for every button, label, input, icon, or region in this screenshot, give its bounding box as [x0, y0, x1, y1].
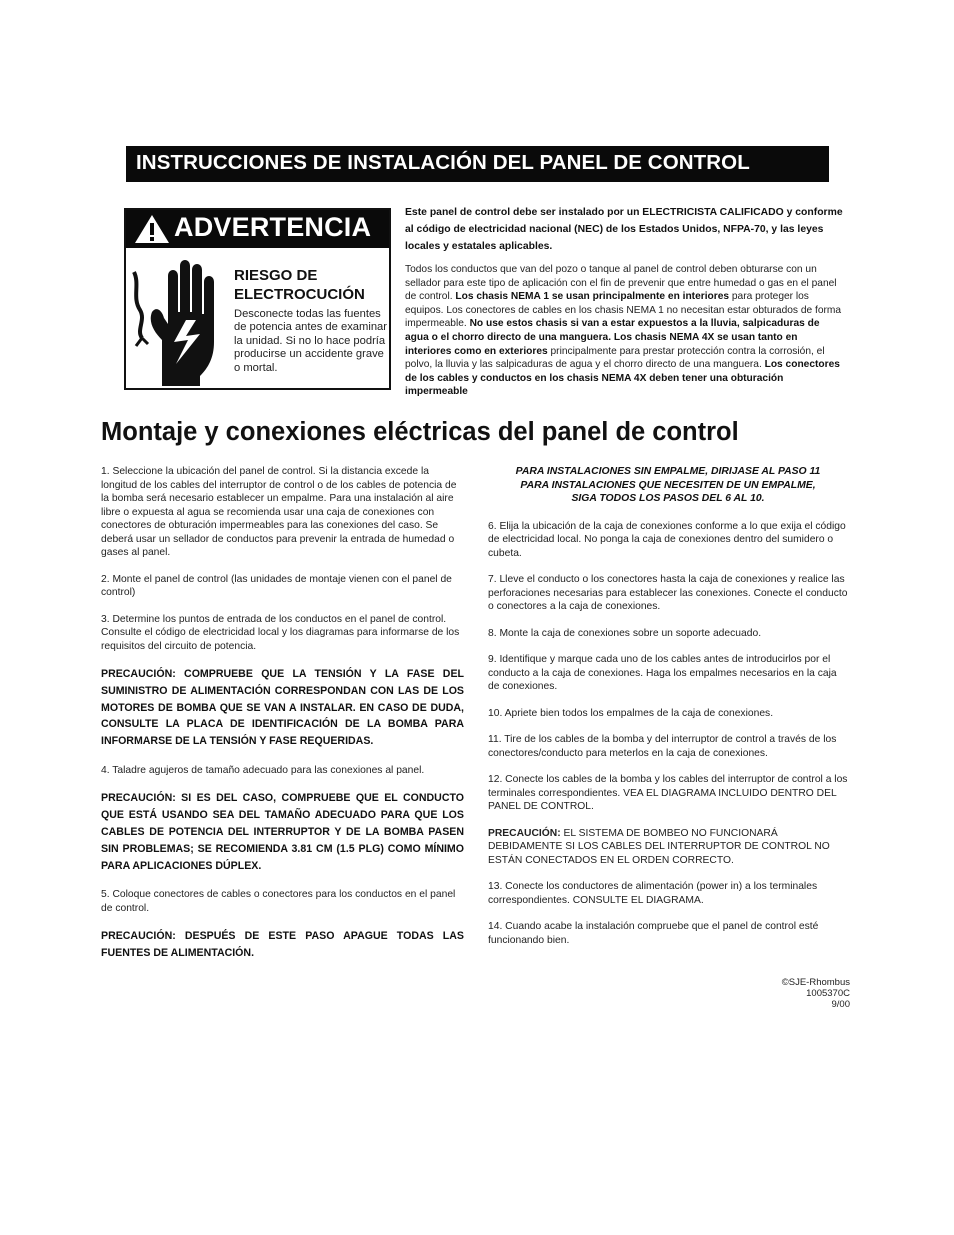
step-5: 5. Coloque conectores de cables o conectores para los conductos en el panel de control. [101, 889, 456, 914]
step-14: 14. Cuando acabe la instalación compruebe que el panel de control esté funcionando bien. [488, 921, 819, 946]
caution-text: EL SISTEMA DE BOMBEO NO FUNCIONARÁ DEBIDAMENTE SI LOS CABLES DEL INTERRUPTOR DE CONTROL NO ESTÁN CONECTADOS EN EL ORDEN CORRECTO. [488, 827, 830, 866]
splice-line: SIGA TODOS LOS PASOS DEL 6 AL 10. [571, 493, 765, 504]
step-13: 13. Conecte los conductores de alimentación (power in) a los terminales correspondientes. CONSULTE EL DIAGRAMA. [488, 881, 818, 906]
step-9: 9. Identifique y marque cada uno de los cables antes de introducirlos por el conducto a la caja de conexiones. Haga los empalmes necesarios en la caja de conexiones. [488, 654, 837, 692]
footer-company: ©SJE-Rhombus [781, 977, 850, 988]
left-column [101, 465, 464, 975]
step-10: 10. Apriete bien todos los empalmes de la caja de conexiones. [488, 707, 774, 719]
splice-instructions [488, 465, 848, 506]
document-footer [760, 977, 850, 1010]
intro-section [405, 204, 845, 399]
step-1: 1. Seleccione la ubicación del panel de control. Si la distancia excede la longitud de los cables del interruptor de control o de los cables de potencia de la bomba será necesario establecer un empalme. Para una instalación al aire libre o expuesta al agua se recomienda usar una caja de conexiones con conectores de obturación impermeables para las conexiones del caso. Se deberá usar un sellador de conductos para prevenir la entrada de humedad o gases al panel. [101, 466, 457, 558]
electrocution-hand-icon [128, 254, 232, 388]
caution-label: PRECAUCIÓN: [488, 827, 561, 839]
intro-text-run: principalmente para prestar protección contra la corrosión, el polvo, la lluvia y las salpicaduras de agua y el chorro directo de una manguera. [405, 345, 825, 371]
step-7: 7. Lleve el conducto o los conectores hasta la caja de conexiones y realice las perforaciones necesarias para establecer las conexiones. Conecte el conducto o conectores a la caja de conexiones. [488, 574, 848, 612]
step-12: 12. Conecte los cables de la bomba y los cables del interruptor de control a los terminales correspondientes. VEA EL DIAGRAMA INCLUIDO DENTRO DEL PANEL DE CONTROL. [488, 774, 848, 812]
warning-banner [126, 210, 389, 248]
caution-power-off: PRECAUCIÓN: DESPUÉS DE ESTE PASO APAGUE TODAS LAS FUENTES DE ALIMENTACIÓN. [101, 930, 464, 960]
caution-voltage-phase: PRECAUCIÓN: COMPRUEBE QUE LA TENSIÓN Y LA FASE DEL SUMINISTRO DE ALIMENTACIÓN CORRESPONDAN CON LAS DE LOS MOTORES DE BOMBA QUE SE VAN A INSTALAR. EN CASO DE DUDA, CONSULTE LA PLACA DE IDENTIFICACIÓN DE LA BOMBA PARA INFORMARSE DE LA TENSIÓN Y FASE REQUERIDAS. [101, 668, 464, 748]
intro-bold-run: No use estos chasis si van a estar expuestos a la lluvia, salpicaduras de agua o el chorro directo de una manguera. Los chasis NEMA 4X se usan tanto en interiores como en exteriores [405, 318, 820, 357]
hazard-line: ELECTROCUCIÓN [234, 286, 365, 303]
warning-label [124, 208, 391, 390]
intro-bold-run: Los conectores de los cables y conductos en los chasis NEMA 4X deben tener una obturación impermeable [405, 359, 840, 398]
intro-qualified-electrician: Este panel de control debe ser instalado por un ELECTRICISTA CALIFICADO y conforme al código de electricidad nacional (NEC) de los Estados Unidos, NFPA-70, y las leyes locales y estatales aplicables. [405, 207, 843, 252]
splice-line: PARA INSTALACIONES QUE NECESITEN DE UN EMPALME, [520, 479, 816, 491]
step-11: 11. Tire de los cables de la bomba y del interruptor de control a través de los conectores/conducto para meterlos en la caja de conexiones. [488, 734, 837, 759]
step-4: 4. Taladre agujeros de tamaño adecuado para las conexiones al panel. [101, 764, 425, 776]
caution-switch-order [488, 827, 848, 868]
intro-bold-run: Los chasis NEMA 1 se usan principalmente en interiores [455, 291, 730, 303]
step-8: 8. Monte la caja de conexiones sobre un soporte adecuado. [488, 627, 762, 639]
warning-triangle-icon [134, 214, 170, 244]
header-title: INSTRUCCIONES DE INSTALACIÓN DEL PANEL DE CONTROL [136, 151, 750, 174]
step-2: 2. Monte el panel de control (las unidades de montaje vienen con el panel de control) [101, 573, 452, 598]
step-6: 6. Elija la ubicación de la caja de conexiones conforme a lo que exija el código de electricidad local. No ponga la caja de conexiones dentro del sumidero o cubeta. [488, 520, 846, 559]
footer-date: 9/00 [831, 999, 850, 1010]
section-title: Montaje y conexiones eléctricas del panel de control [101, 418, 739, 446]
intro-text-run: para proteger los equipos. Los conectores de cables en los chasis NEMA 1 no necesitan estar obturados de forma impermeable. [405, 291, 842, 330]
warning-title: ADVERTENCIA [174, 212, 372, 242]
warning-description: Desconecte todas las fuentes de potencia antes de examinar la unidad. Si no lo hace podría producirse un accidente grave o mortal. [234, 308, 387, 374]
intro-text-run: Todos los conductos que van del pozo o tanque al panel de control deben obturarse con un sellador para este tipo de aplicación con el fin de prevenir que entre humedad o gas en el panel de control. [405, 264, 837, 303]
right-column [488, 465, 848, 960]
step-3: 3. Determine los puntos de entrada de los conductos en el panel de control. Consulte el código de electricidad local y los diagramas para informarse de los requisitos del circuito de potencia. [101, 613, 460, 652]
footer-doc-number: 1005370C [806, 988, 850, 999]
caution-conduit-size: PRECAUCIÓN: SI ES DEL CASO, COMPRUEBE QUE EL CONDUCTO QUE ESTÁ USANDO SEA DEL TAMAÑO ADECUADO PARA QUE LOS CABLES DE POTENCIA DEL INTERRUPTOR Y DE LA BOMBA PASEN SIN PROBLEMAS; SE RECOMIENDA 3.81 CM (1.5 PLG) COMO MÍNIMO PARA APLICACIONES DÚPLEX. [101, 792, 464, 872]
hazard-line: RIESGO DE [234, 267, 318, 284]
hazard-heading [234, 266, 365, 304]
splice-line: PARA INSTALACIONES SIN EMPALME, DIRIJASE AL PASO 11 [515, 466, 821, 477]
page-header [126, 146, 829, 182]
intro-conduit-text [405, 263, 845, 399]
